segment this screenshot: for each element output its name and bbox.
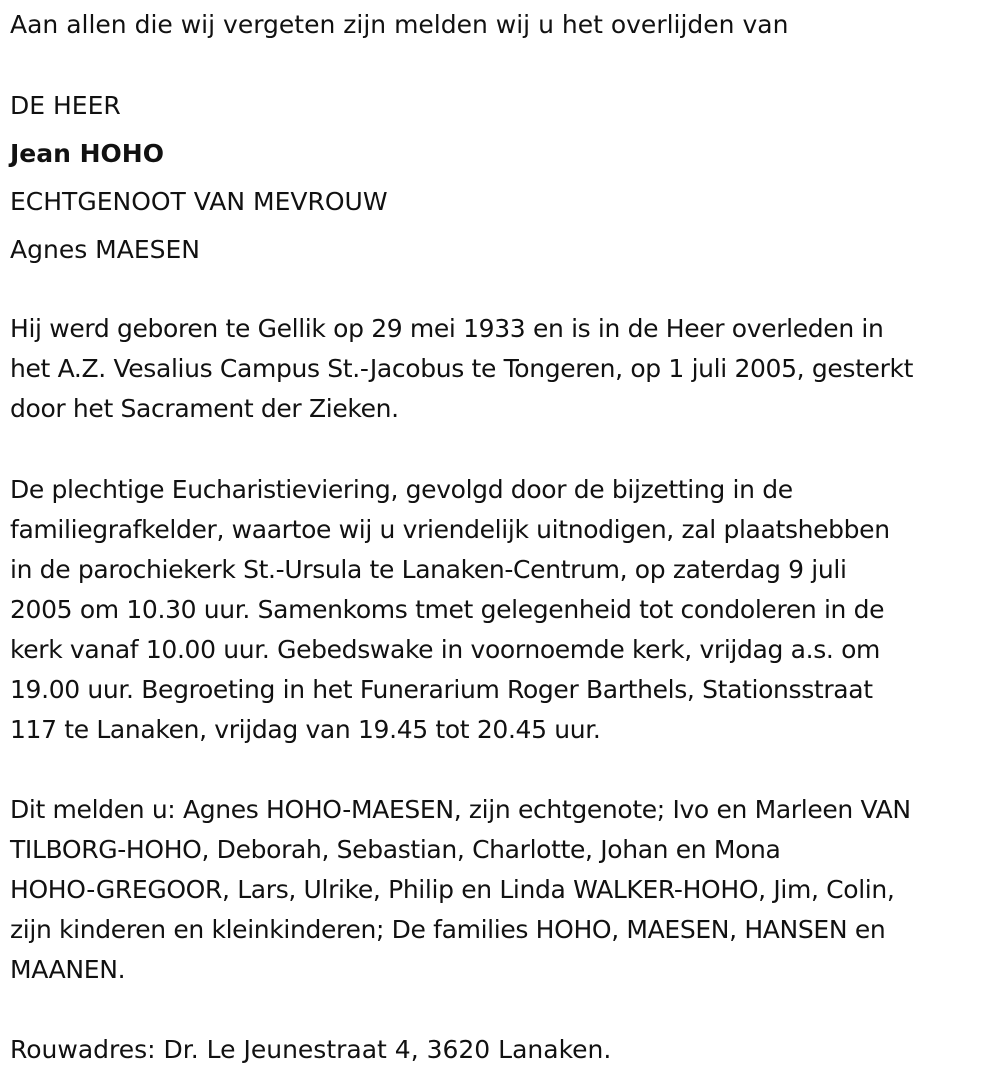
paragraph-line: 117 te Lanaken, vrijdag van 19.45 tot 20.45 uur. xyxy=(10,715,601,744)
paragraph-line: Hij werd geboren te Gellik op 29 mei 1933 en is in de Heer overleden in xyxy=(10,314,884,343)
paragraph-line: het A.Z. Vesalius Campus St.-Jacobus te Tongeren, op 1 juli 2005, gesterkt xyxy=(10,354,914,383)
deceased-block xyxy=(10,82,388,274)
paragraph-line: TILBORG-HOHO, Deborah, Sebastian, Charlotte, Johan en Mona xyxy=(10,835,781,864)
birth-death-paragraph xyxy=(10,309,995,429)
mourning-address: Rouwadres: Dr. Le Jeunestraat 4, 3620 Lanaken. xyxy=(10,1035,612,1064)
spouse-name: Agnes MAESEN xyxy=(10,235,201,264)
family-paragraph xyxy=(10,790,995,990)
paragraph-line: in de parochiekerk St.-Ursula te Lanaken-Centrum, op zaterdag 9 juli xyxy=(10,555,847,584)
paragraph-line: door het Sacrament der Zieken. xyxy=(10,394,399,423)
deceased-name: Jean HOHO xyxy=(10,139,164,168)
paragraph-line: HOHO-GREGOOR, Lars, Ulrike, Philip en Linda WALKER-HOHO, Jim, Colin, xyxy=(10,875,895,904)
paragraph-line: zijn kinderen en kleinkinderen; De families HOHO, MAESEN, HANSEN en xyxy=(10,915,886,944)
ceremony-paragraph xyxy=(10,470,995,750)
deceased-relation: ECHTGENOOT VAN MEVROUW xyxy=(10,187,388,216)
paragraph-line: De plechtige Eucharistieviering, gevolgd door de bijzetting in de xyxy=(10,475,793,504)
paragraph-line: familiegrafkelder, waartoe wij u vriendelijk uitnodigen, zal plaatshebben xyxy=(10,515,890,544)
paragraph-line: MAANEN. xyxy=(10,955,126,984)
paragraph-line: kerk vanaf 10.00 uur. Gebedswake in voornoemde kerk, vrijdag a.s. om xyxy=(10,635,881,664)
deceased-title: DE HEER xyxy=(10,91,121,120)
paragraph-line: 19.00 uur. Begroeting in het Funerarium Roger Barthels, Stationsstraat xyxy=(10,675,873,704)
intro-text: Aan allen die wij vergeten zijn melden wij u het overlijden van xyxy=(10,10,789,39)
paragraph-line: 2005 om 10.30 uur. Samenkoms tmet gelegenheid tot condoleren in de xyxy=(10,595,885,624)
paragraph-line: Dit melden u: Agnes HOHO-MAESEN, zijn echtgenote; Ivo en Marleen VAN xyxy=(10,795,911,824)
